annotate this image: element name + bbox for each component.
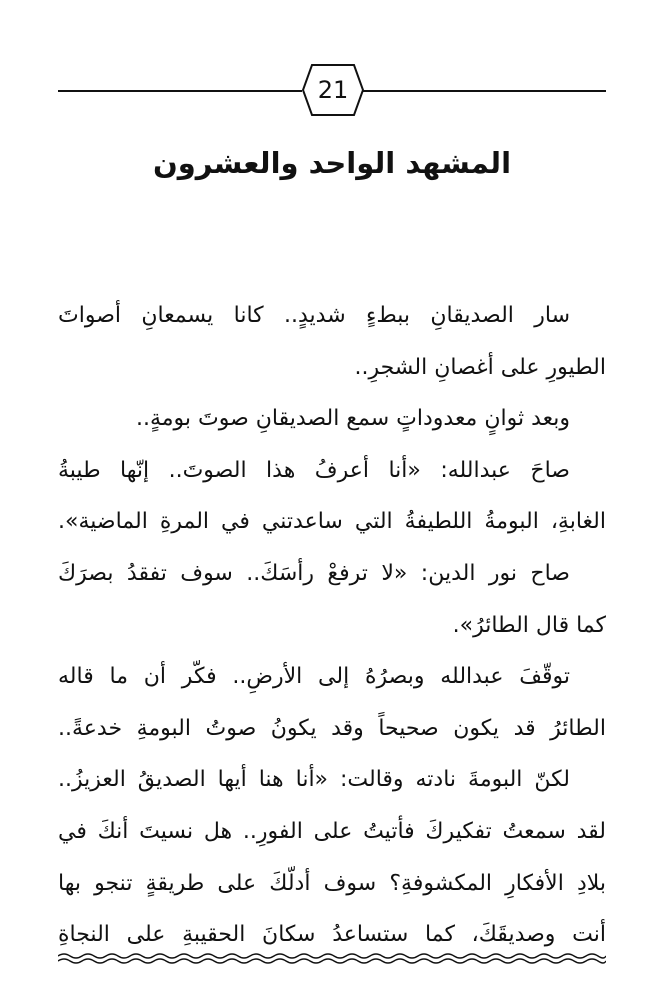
text-line: وبعد ثوانٍ معدوداتٍ سمع الصديقانِ صوتَ بومةٍ..	[135, 406, 570, 432]
text-line: كما قال الطائرُ».	[452, 612, 606, 638]
story-text	[58, 290, 606, 961]
header-rule-left	[58, 90, 302, 92]
text-line: لكنّ البومةَ نادته وقالت: «أنا هنا أيها الصديقُ العزيزُ..	[58, 767, 570, 793]
text-line: بلادِ الأفكارِ المكشوفةِ؟ سوف أدلّكَ على طريقةٍ تنجو بها	[58, 870, 606, 896]
text-line: صاحَ عبدالله: «أنا أعرفُ هذا الصوتَ.. إنّها طيبةُ	[58, 457, 570, 483]
text-line: الغابةِ، البومةُ اللطيفةُ التي ساعدتني في المرةِ الماضية».	[58, 509, 606, 535]
text-line: سار الصديقانِ ببطءٍ شديدٍ.. كانا يسمعانِ أصواتَ	[58, 303, 570, 328]
text-line: أنت وصديقَكَ، كما ستساعدُ سكانَ الحقيبةِ على النجاةِ	[58, 922, 606, 948]
text-line: الطائرُ قد يكون صحيحاً وقد يكونُ صوتُ البومةِ خدعةً..	[58, 715, 606, 741]
chapter-title: المشهد الواحد والعشرون	[152, 146, 512, 180]
footer-wave-divider	[58, 952, 606, 964]
text-line: الطيورِ على أغصانِ الشجرِ..	[354, 354, 606, 380]
header-rule-right	[362, 90, 606, 92]
page-number: 21	[317, 76, 349, 104]
page-header	[58, 62, 606, 116]
text-line: لقد سمعتُ تفكيركَ فأتيتُ على الفورِ.. هل نسيتَ أنكَ في	[58, 818, 606, 844]
text-line: صاح نور الدين: «لا ترفعْ رأسَكَ.. سوف تفقدُ بصرَكَ	[58, 560, 570, 586]
page-number-badge	[302, 62, 364, 118]
text-line: توقّفَ عبدالله وبصرُهُ إلى الأرضِ.. فكّر أن ما قاله	[58, 664, 570, 690]
